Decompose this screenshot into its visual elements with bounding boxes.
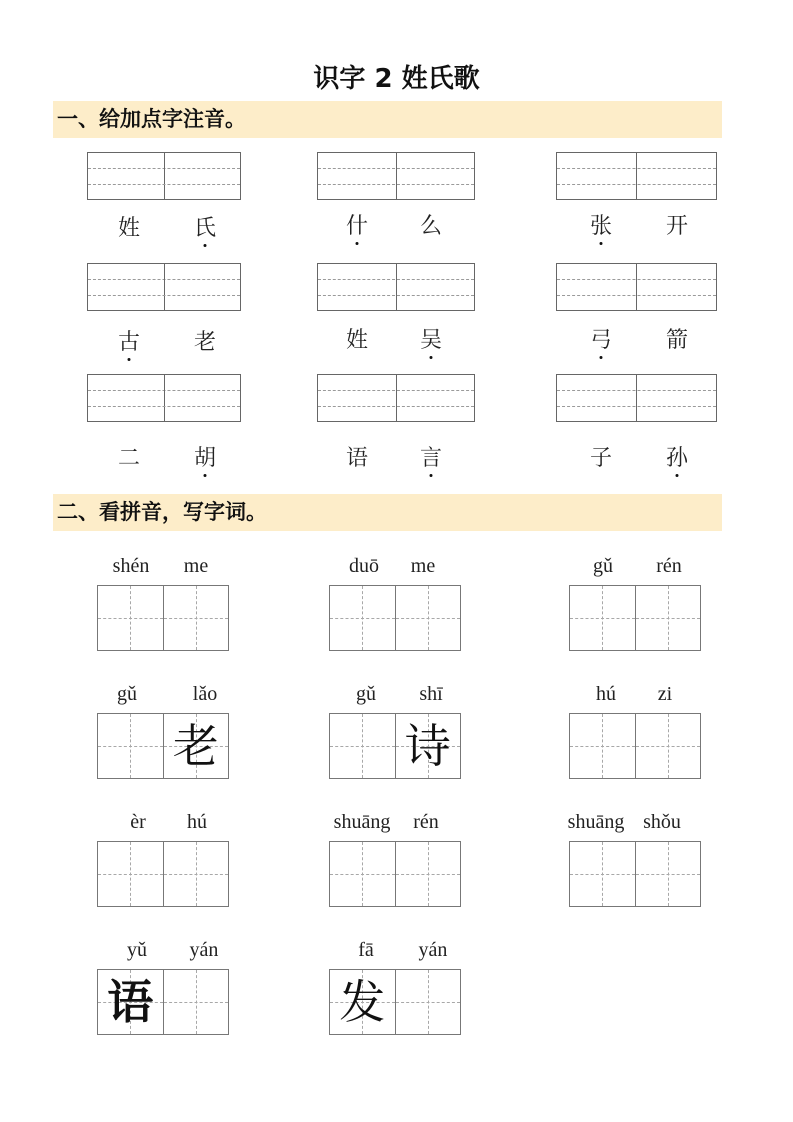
written-char [164,842,229,906]
written-char: 语 [107,975,154,1029]
pinyin-label: duō [349,555,379,577]
section-1-heading: 一、给加点字注音。 [57,107,246,131]
written-char [330,586,395,650]
pinyin-label: rén [656,555,682,577]
pinyin-answer-box[interactable] [556,152,717,200]
pinyin-label: èr [130,811,146,833]
written-char [396,586,461,650]
written-char [570,586,635,650]
written-char [396,970,461,1034]
pinyin-answer-box[interactable] [317,152,475,200]
writing-grid[interactable] [329,841,461,907]
written-char [636,586,701,650]
pinyin-answer-box[interactable] [87,374,241,422]
pinyin-label: shuāng [567,811,625,833]
writing-grid[interactable] [329,713,461,779]
hanzi-char: 姓 [117,216,141,241]
pinyin-label: shén [112,555,150,577]
pinyin-label: gǔ [117,683,137,705]
hanzi-char: 言 [419,446,443,471]
writing-grid[interactable] [569,585,701,651]
writing-grid[interactable] [97,713,229,779]
written-char [98,586,163,650]
pinyin-label: rén [413,811,439,833]
written-char [636,714,701,778]
writing-grid[interactable] [569,841,701,907]
writing-grid[interactable] [329,969,461,1035]
pinyin-label: me [183,555,209,577]
pinyin-label: shǒu [643,811,681,833]
section-2-heading-bar [53,494,722,531]
written-char: 发 [339,975,386,1029]
pinyin-answer-box[interactable] [87,152,241,200]
hanzi-char: 弓 [589,328,613,353]
pinyin-answer-box[interactable] [317,374,475,422]
hanzi-char: 箭 [665,328,689,353]
written-char [636,842,701,906]
hanzi-char: 姓 [345,328,369,353]
section-1-heading-bar [53,101,722,138]
written-char: 老 [172,719,219,773]
pinyin-label: yán [418,939,448,961]
pinyin-answer-box[interactable] [87,263,241,311]
writing-grid[interactable] [97,969,229,1035]
written-char [396,842,461,906]
pinyin-label: hú [596,683,616,705]
pinyin-answer-box[interactable] [317,263,475,311]
written-char [164,586,229,650]
hanzi-char: 语 [345,446,369,471]
written-char: 诗 [404,719,451,773]
pinyin-answer-box[interactable] [556,374,717,422]
pinyin-label: me [410,555,436,577]
pinyin-label: hú [187,811,207,833]
page-title: 识字 2 姓氏歌 [313,64,480,94]
pinyin-label: shī [419,683,443,705]
pinyin-label: yǔ [127,939,147,961]
written-char [570,714,635,778]
writing-grid[interactable] [329,585,461,651]
pinyin-label: gǔ [356,683,376,705]
written-char [330,842,395,906]
pinyin-label: shuāng [333,811,391,833]
pinyin-answer-box[interactable] [556,263,717,311]
pinyin-label: yán [189,939,219,961]
writing-grid[interactable] [97,841,229,907]
hanzi-char: 老 [193,330,217,355]
pinyin-label: lǎo [192,683,218,705]
section-2-heading: 二、看拼音，写字词。 [57,500,267,524]
pinyin-label: zi [657,683,673,705]
writing-grid[interactable] [97,585,229,651]
hanzi-char: 子 [589,446,613,471]
hanzi-char: 古 [117,330,141,355]
hanzi-char: 孙 [665,446,689,471]
hanzi-char: 二 [117,446,141,471]
hanzi-char: 什 [345,214,369,239]
written-char [330,714,395,778]
pinyin-label: fā [358,939,374,961]
written-char [164,970,229,1034]
hanzi-char: 胡 [193,446,217,471]
hanzi-char: 氏 [193,216,217,241]
hanzi-char: 开 [665,214,689,239]
hanzi-char: 吴 [419,328,443,353]
pinyin-label: gǔ [593,555,613,577]
written-char [570,842,635,906]
hanzi-char: 张 [589,214,613,239]
hanzi-char: 么 [419,214,443,239]
written-char [98,714,163,778]
written-char [98,842,163,906]
writing-grid[interactable] [569,713,701,779]
